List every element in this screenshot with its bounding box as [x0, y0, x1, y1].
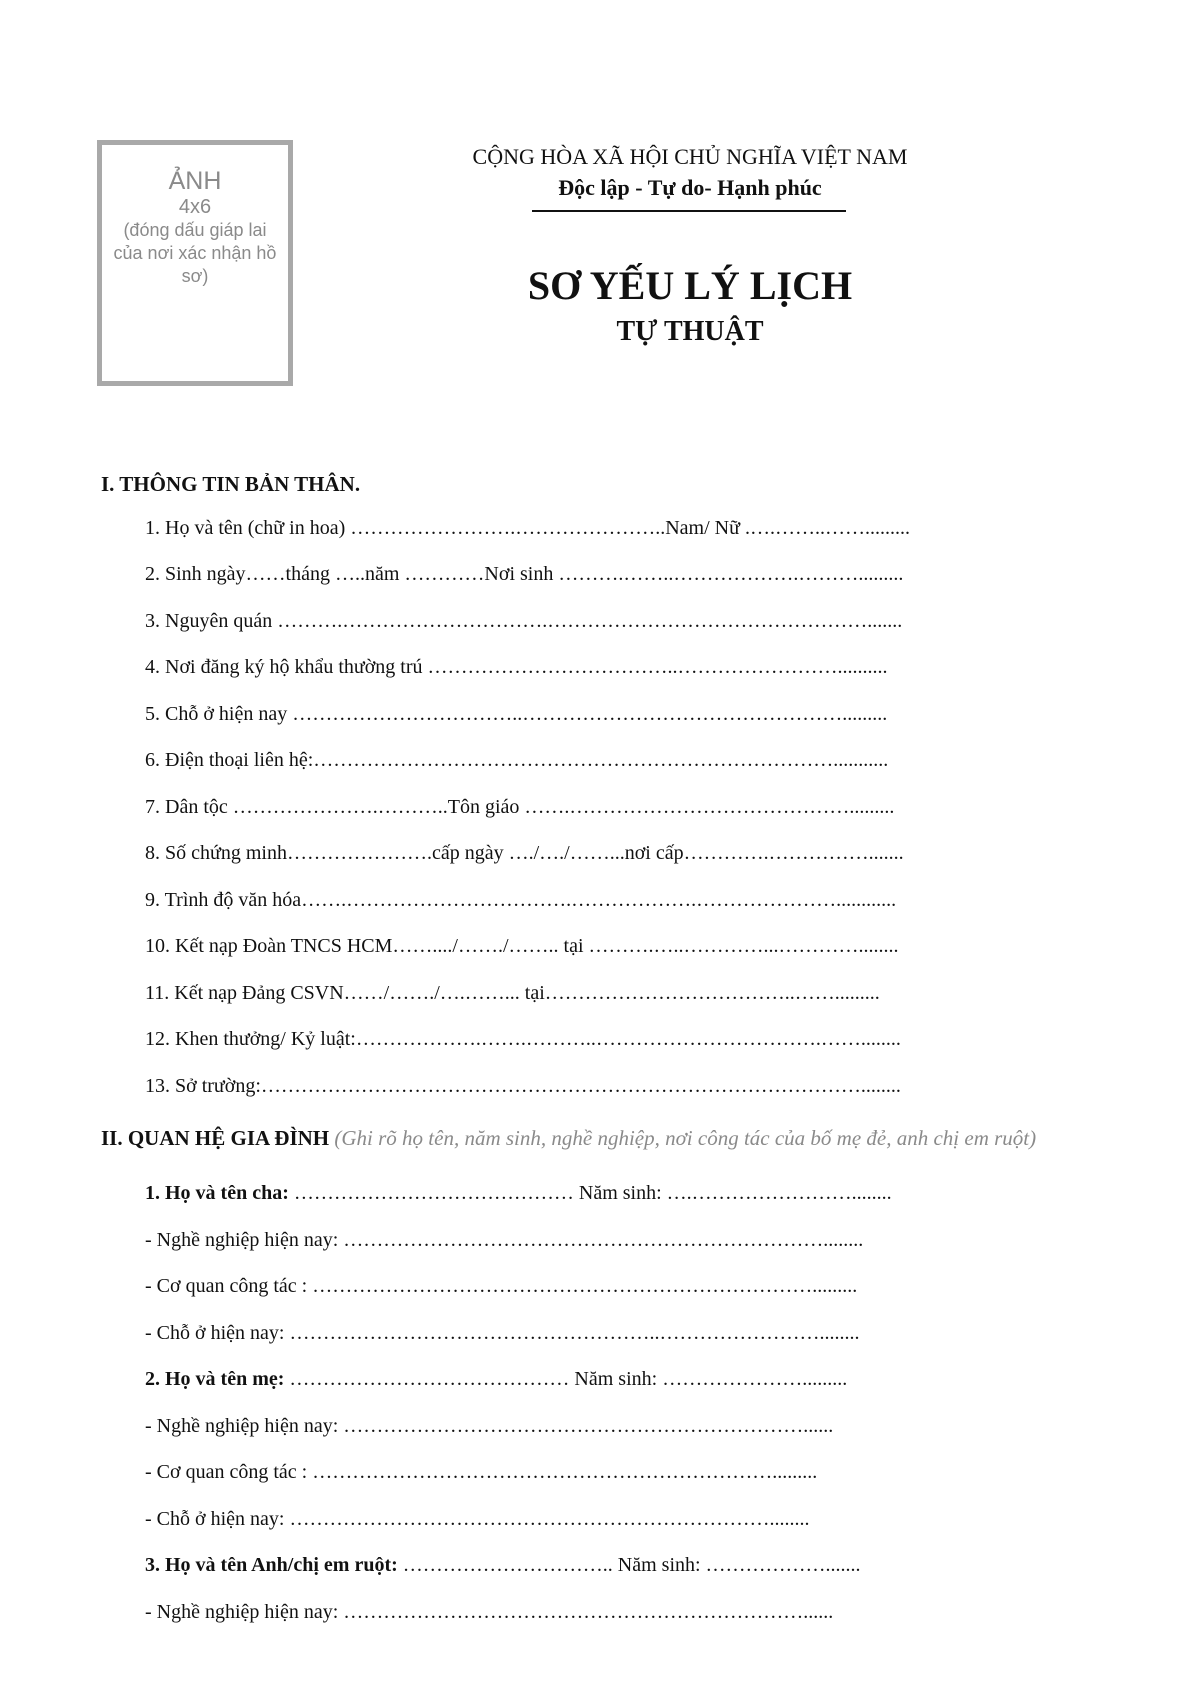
father-name-row [145, 1182, 892, 1205]
document-subtitle: TỰ THUẬT [616, 316, 764, 347]
sibling-label: 3. Họ và tên Anh/chị em ruột: [145, 1554, 398, 1576]
field-full-name: 1. Họ và tên (chữ in hoa) …………………….…………………..Nam/ Nữ .….……..……......... [145, 517, 910, 539]
field-registered-address: 4. Nơi đăng ký hộ khẩu thường trú ………………………………..…………………….......... [145, 656, 888, 678]
mother-name-field: …………………………………… Năm sinh: …………………......... [289, 1368, 848, 1390]
father-workplace: - Cơ quan công tác : …………………………………………………………………......... [145, 1275, 858, 1297]
photo-label: ẢNH [168, 167, 222, 195]
document-title: SƠ YẾU LÝ LỊCH [527, 263, 853, 308]
field-party-membership: 11. Kết nạp Đảng CSVN……/……./….……... tại………………………………..……......... [145, 982, 880, 1004]
father-label: 1. Họ và tên cha: [145, 1182, 289, 1204]
field-youth-union: 10. Kết nạp Đoàn TNCS HCM……..../……./…….. tại ……….…..…………...…………........ [145, 935, 899, 957]
mother-label: 2. Họ và tên mẹ: [145, 1368, 285, 1390]
sibling-job: - Nghề nghiệp hiện nay: ……………………………………………………………...... [145, 1601, 834, 1623]
field-ethnicity-religion: 7. Dân tộc ………………….………..Tôn giáo …….……………………………………......... [145, 796, 895, 818]
country-name: CỘNG HÒA XÃ HỘI CHỦ NGHĨA VIỆT NAM [472, 144, 908, 169]
photo-note: (đóng dấu giáp lai của nơi xác nhận hồ sơ) [113, 220, 277, 286]
mother-workplace: - Cơ quan công tác : ……………………………………………………………......... [145, 1461, 818, 1483]
field-current-address: 5. Chỗ ở hiện nay ……………………………..…………………………………………......... [145, 703, 888, 725]
sibling-name-field: ………………………….. Năm sinh: ………………....... [402, 1554, 861, 1576]
field-strengths: 13. Sở trường:………………………………………………………………………………........ [145, 1075, 901, 1097]
father-name-field: …………………………………… Năm sinh: ….……………………........ [293, 1182, 892, 1204]
mother-address: - Chỗ ở hiện nay: ………………………………………………………………........ [145, 1508, 810, 1530]
mother-name-row [145, 1368, 847, 1391]
section-2-note: (Ghi rõ họ tên, năm sinh, nghề nghiệp, nơi công tác của bố mẹ đẻ, anh chị em ruột) [334, 1126, 1037, 1150]
section-2-heading [101, 1124, 1101, 1152]
field-rewards-discipline: 12. Khen thưởng/ Kỷ luật:……………….…….………..…………………………….……........ [145, 1028, 901, 1050]
national-motto: Độc lập - Tự do- Hạnh phúc [558, 175, 822, 200]
photo-size: 4x6 [178, 196, 212, 218]
mother-job: - Nghề nghiệp hiện nay: ……………………………………………………………...... [145, 1415, 834, 1437]
motto-underline [532, 210, 846, 212]
sibling-name-row [145, 1554, 861, 1577]
field-education-level: 9. Trình độ văn hóa…….…………………………….……………….…………………............ [145, 889, 897, 911]
field-hometown: 3. Nguyên quán ……….………………………….…………………………………………....... [145, 610, 903, 632]
field-id-number: 8. Số chứng minh………………….cấp ngày …./…./……...nơi cấp………….……………....... [145, 842, 904, 864]
father-address: - Chỗ ở hiện nay: ………………………………………………..……………………........ [145, 1322, 860, 1344]
section-1-heading: I. THÔNG TIN BẢN THÂN. [101, 472, 361, 496]
section-2-title: II. QUAN HỆ GIA ĐÌNH [101, 1126, 330, 1150]
photo-placeholder [97, 140, 293, 386]
field-birth: 2. Sinh ngày……tháng …..năm …………Nơi sinh ……….……..……………….………......... [145, 563, 904, 585]
field-phone: 6. Điện thoại liên hệ:……………………………………………………………………........... [145, 749, 889, 771]
father-job: - Nghề nghiệp hiện nay: ………………………………………………………………........ [145, 1229, 864, 1251]
